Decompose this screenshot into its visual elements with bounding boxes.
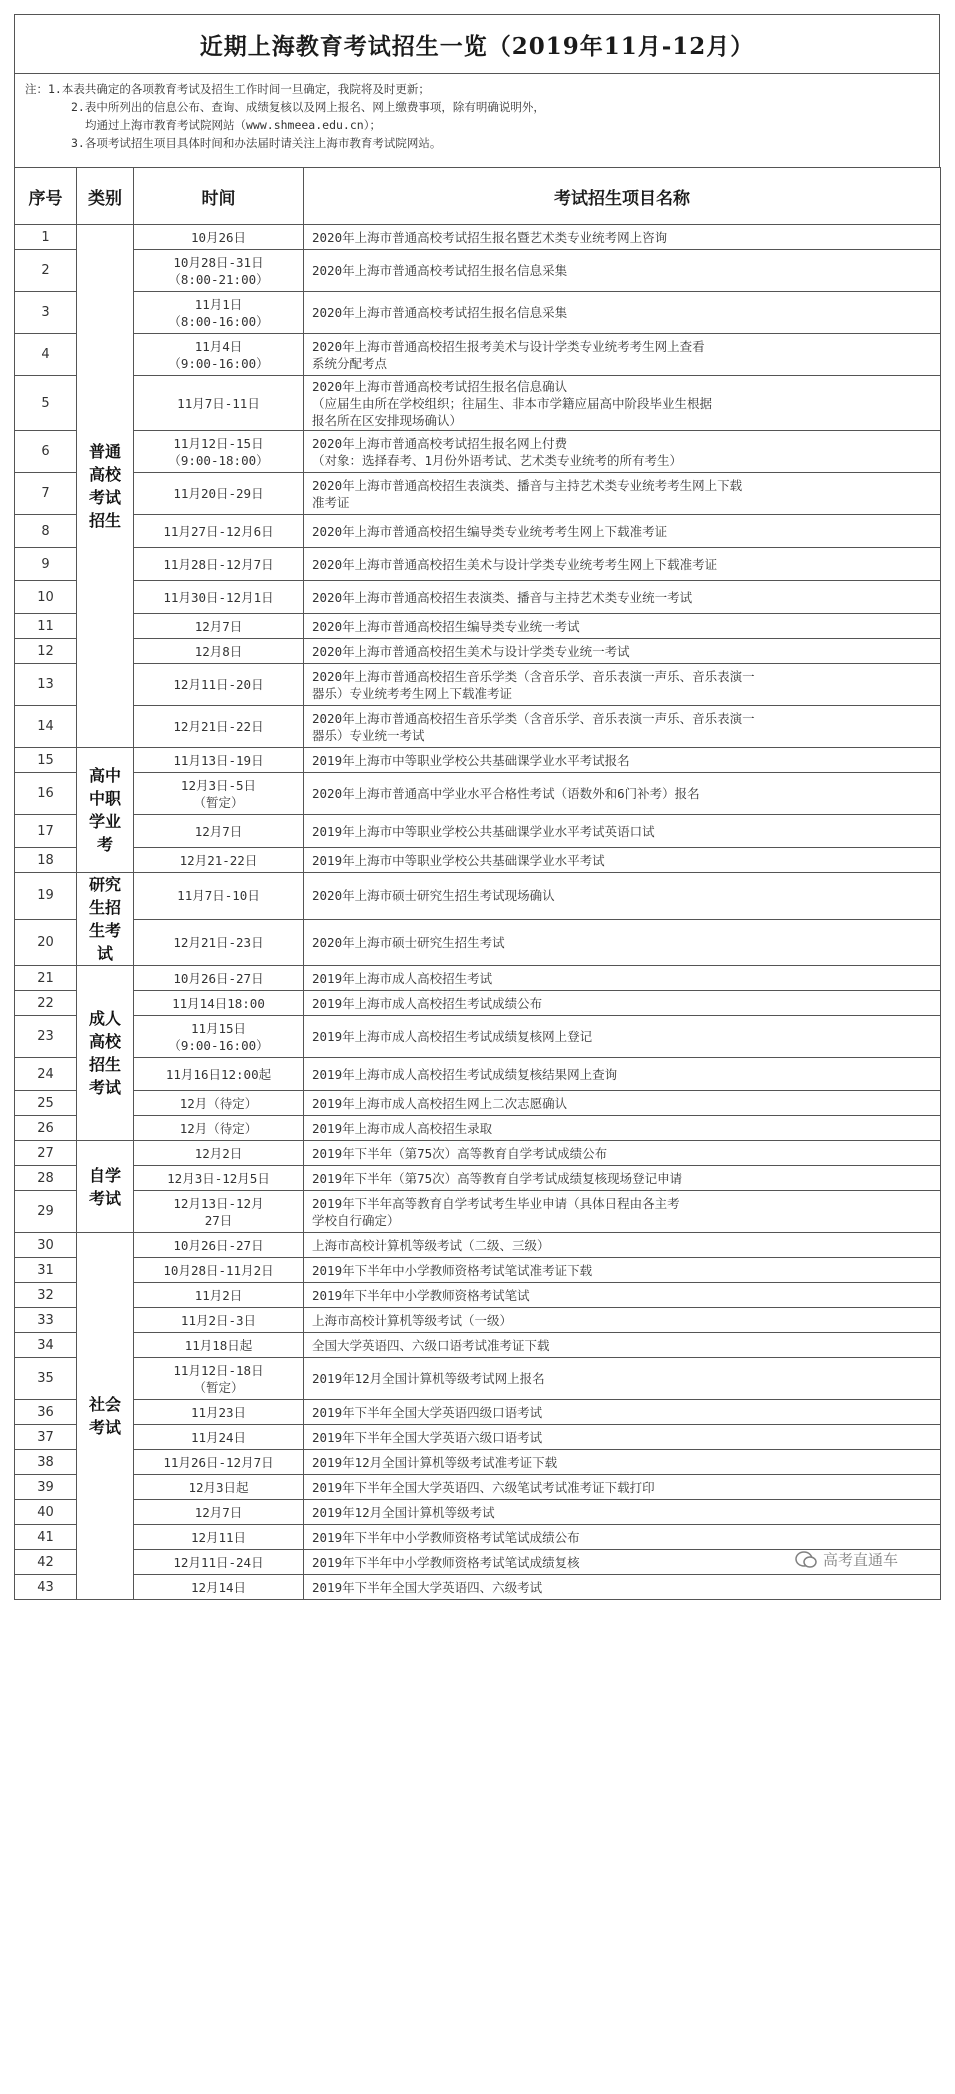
table-row <box>15 250 941 292</box>
schedule-table <box>14 167 941 1600</box>
time-cell: 10月28日-11月2日 <box>134 1258 304 1283</box>
time-cell: 11月1日 （8:00-16:00） <box>134 292 304 334</box>
row-number: 33 <box>15 1308 77 1333</box>
time-cell: 12月11日-24日 <box>134 1550 304 1575</box>
time-cell: 11月30日-12月1日 <box>134 581 304 614</box>
row-number: 26 <box>15 1116 77 1141</box>
item-name-cell: 2020年上海市普通高校招生美术与设计学类专业统考考生网上下载准考证 <box>304 548 941 581</box>
time-cell: 11月26日-12月7日 <box>134 1450 304 1475</box>
row-number: 28 <box>15 1166 77 1191</box>
row-number: 38 <box>15 1450 77 1475</box>
item-name-cell: 2020年上海市普通高校招生美术与设计学类专业统一考试 <box>304 639 941 664</box>
category-label: 成人高校招生考试 <box>88 1009 121 1097</box>
row-number: 16 <box>15 773 77 815</box>
category-label: 高中中职学业考 <box>88 766 121 854</box>
time-cell: 12月2日 <box>134 1141 304 1166</box>
table-row <box>15 1500 941 1525</box>
category-cell <box>77 1141 134 1233</box>
row-number: 12 <box>15 639 77 664</box>
time-cell: 12月11日 <box>134 1525 304 1550</box>
time-cell: 12月7日 <box>134 614 304 639</box>
header-item-name: 考试招生项目名称 <box>304 168 941 225</box>
time-cell: 12月7日 <box>134 1500 304 1525</box>
time-cell: 12月8日 <box>134 639 304 664</box>
item-name-cell: 2020年上海市普通高校考试招生报名信息采集 <box>304 292 941 334</box>
table-row <box>15 1358 941 1400</box>
row-number: 34 <box>15 1333 77 1358</box>
table-row <box>15 473 941 515</box>
row-number: 40 <box>15 1500 77 1525</box>
item-name-cell: 2019年上海市成人高校招生考试成绩复核网上登记 <box>304 1016 941 1058</box>
row-number: 3 <box>15 292 77 334</box>
row-number: 41 <box>15 1525 77 1550</box>
item-name-cell: 2019年下半年全国大学英语六级口语考试 <box>304 1425 941 1450</box>
table-row <box>15 748 941 773</box>
table-row <box>15 1091 941 1116</box>
table-row <box>15 991 941 1016</box>
table-row <box>15 1141 941 1166</box>
time-cell: 10月26日-27日 <box>134 1233 304 1258</box>
category-label: 社会考试 <box>88 1395 121 1437</box>
time-cell: 12月3日-12月5日 <box>134 1166 304 1191</box>
time-cell: 11月15日 （9:00-16:00） <box>134 1016 304 1058</box>
row-number: 32 <box>15 1283 77 1308</box>
table-row <box>15 614 941 639</box>
note-line: 注：1.本表共确定的各项教育考试及招生工作时间一旦确定，我院将及时更新； <box>25 82 430 96</box>
time-cell: 12月（待定） <box>134 1091 304 1116</box>
row-number: 31 <box>15 1258 77 1283</box>
row-number: 23 <box>15 1016 77 1058</box>
note-line: 均通过上海市教育考试院网站（www.shmeea.edu.cn）； <box>85 118 381 132</box>
table-row <box>15 664 941 706</box>
item-name-cell: 2020年上海市普通高校招生音乐学类（含音乐学、音乐表演一声乐、音乐表演一 器乐）专业统一考试 <box>304 706 941 748</box>
table-row <box>15 515 941 548</box>
item-name-cell: 2020年上海市普通高校考试招生报名信息确认 （应届生由所在学校组织；往届生、非本市学籍应届高中阶段毕业生根据 报名所在区安排现场确认） <box>304 376 941 431</box>
item-name-cell: 2020年上海市普通高中学业水平合格性考试（语数外和6门补考）报名 <box>304 773 941 815</box>
table-row <box>15 1116 941 1141</box>
time-cell: 11月18日起 <box>134 1333 304 1358</box>
table-row <box>15 1475 941 1500</box>
row-number: 5 <box>15 376 77 431</box>
page-title: 近期上海教育考试招生一览（2019年11月-12月） <box>14 14 940 73</box>
item-name-cell: 2019年上海市中等职业学校公共基础课学业水平考试英语口试 <box>304 815 941 848</box>
time-cell: 12月7日 <box>134 815 304 848</box>
row-number: 6 <box>15 431 77 473</box>
table-row <box>15 1191 941 1233</box>
row-number: 17 <box>15 815 77 848</box>
time-cell: 11月12日-18日 （暂定） <box>134 1358 304 1400</box>
row-number: 19 <box>15 873 77 920</box>
item-name-cell: 2020年上海市普通高校招生表演类、播音与主持艺术类专业统一考试 <box>304 581 941 614</box>
row-number: 21 <box>15 966 77 991</box>
category-label: 自学考试 <box>88 1165 121 1208</box>
header-time: 时间 <box>134 168 304 225</box>
table-row <box>15 773 941 815</box>
item-name-cell: 上海市高校计算机等级考试（一级） <box>304 1308 941 1333</box>
row-number: 29 <box>15 1191 77 1233</box>
row-number: 14 <box>15 706 77 748</box>
chat-bubble-icon <box>795 1550 817 1570</box>
row-number: 9 <box>15 548 77 581</box>
item-name-cell: 2020年上海市普通高校招生音乐学类（含音乐学、音乐表演一声乐、音乐表演一 器乐）专业统考考生网上下载准考证 <box>304 664 941 706</box>
row-number: 27 <box>15 1141 77 1166</box>
item-name-cell: 2019年上海市成人高校招生考试成绩公布 <box>304 991 941 1016</box>
watermark-text: 高考直通车 <box>822 1551 898 1569</box>
row-number: 35 <box>15 1358 77 1400</box>
table-row <box>15 1333 941 1358</box>
row-number: 13 <box>15 664 77 706</box>
table-row <box>15 1258 941 1283</box>
item-name-cell: 2019年下半年（第75次）高等教育自学考试成绩复核现场登记申请 <box>304 1166 941 1191</box>
row-number: 15 <box>15 748 77 773</box>
category-label: 研究生招生考试 <box>88 875 121 963</box>
table-row <box>15 1016 941 1058</box>
table-row <box>15 1450 941 1475</box>
time-cell: 11月12日-15日 （9:00-18:00） <box>134 431 304 473</box>
time-cell: 11月24日 <box>134 1425 304 1450</box>
table-row <box>15 1525 941 1550</box>
time-cell: 11月7日-11日 <box>134 376 304 431</box>
time-cell: 12月14日 <box>134 1575 304 1600</box>
item-name-cell: 2020年上海市普通高校考试招生报名网上付费 （对象：选择春考、1月份外语考试、艺术类专业统考的所有考生） <box>304 431 941 473</box>
time-cell: 11月7日-10日 <box>134 873 304 920</box>
table-row <box>15 1166 941 1191</box>
table-row <box>15 1400 941 1425</box>
item-name-cell: 2020年上海市普通高校招生表演类、播音与主持艺术类专业统考考生网上下载 准考证 <box>304 473 941 515</box>
item-name-cell: 上海市高校计算机等级考试（二级、三级） <box>304 1233 941 1258</box>
note-line: 3.各项考试招生项目具体时间和办法届时请关注上海市教育考试院网站。 <box>71 136 442 150</box>
item-name-cell: 2020年上海市硕士研究生招生考试现场确认 <box>304 873 941 920</box>
item-name-cell: 2020年上海市硕士研究生招生考试 <box>304 919 941 966</box>
category-cell <box>77 873 134 966</box>
row-number: 39 <box>15 1475 77 1500</box>
table-row <box>15 1233 941 1258</box>
time-cell: 10月28日-31日 （8:00-21:00） <box>134 250 304 292</box>
time-cell: 11月27日-12月6日 <box>134 515 304 548</box>
row-number: 22 <box>15 991 77 1016</box>
time-cell: 11月4日 （9:00-16:00） <box>134 334 304 376</box>
item-name-cell: 2019年下半年全国大学英语四、六级笔试考试准考证下载打印 <box>304 1475 941 1500</box>
item-name-cell: 2019年上海市成人高校招生考试 <box>304 966 941 991</box>
table-row <box>15 225 941 250</box>
time-cell: 10月26日-27日 <box>134 966 304 991</box>
table-row <box>15 1575 941 1600</box>
table-row <box>15 292 941 334</box>
row-number: 24 <box>15 1058 77 1091</box>
row-number: 2 <box>15 250 77 292</box>
item-name-cell: 2019年上海市成人高校招生考试成绩复核结果网上查询 <box>304 1058 941 1091</box>
item-name-cell: 2019年上海市中等职业学校公共基础课学业水平考试 <box>304 848 941 873</box>
row-number: 43 <box>15 1575 77 1600</box>
table-row <box>15 1308 941 1333</box>
table-row <box>15 1283 941 1308</box>
table-row <box>15 334 941 376</box>
time-cell: 11月13日-19日 <box>134 748 304 773</box>
row-number: 4 <box>15 334 77 376</box>
time-cell: 12月3日-5日 （暂定） <box>134 773 304 815</box>
item-name-cell: 2020年上海市普通高校招生编导类专业统一考试 <box>304 614 941 639</box>
time-cell: 12月3日起 <box>134 1475 304 1500</box>
item-name-cell: 2019年上海市成人高校招生录取 <box>304 1116 941 1141</box>
item-name-cell: 全国大学英语四、六级口语考试准考证下载 <box>304 1333 941 1358</box>
row-number: 1 <box>15 225 77 250</box>
category-cell <box>77 1233 134 1600</box>
row-number: 20 <box>15 919 77 966</box>
item-name-cell: 2019年12月全国计算机等级考试 <box>304 1500 941 1525</box>
table-row <box>15 548 941 581</box>
table-row <box>15 873 941 920</box>
item-name-cell: 2020年上海市普通高校考试招生报名暨艺术类专业统考网上咨询 <box>304 225 941 250</box>
item-name-cell: 2019年下半年（第75次）高等教育自学考试成绩公布 <box>304 1141 941 1166</box>
item-name-cell: 2019年上海市中等职业学校公共基础课学业水平考试报名 <box>304 748 941 773</box>
item-name-cell: 2020年上海市普通高校考试招生报名信息采集 <box>304 250 941 292</box>
note-line: 2.表中所列出的信息公布、查询、成绩复核以及网上报名、网上缴费事项，除有明确说明外， <box>71 100 545 114</box>
document-page <box>14 14 940 1600</box>
item-name-cell: 2019年12月全国计算机等级考试网上报名 <box>304 1358 941 1400</box>
table-row <box>15 1425 941 1450</box>
table-header-row <box>15 168 941 225</box>
watermark <box>795 1549 898 1570</box>
time-cell: 12月13日-12月 27日 <box>134 1191 304 1233</box>
time-cell: 11月20日-29日 <box>134 473 304 515</box>
time-cell: 11月2日-3日 <box>134 1308 304 1333</box>
table-row <box>15 581 941 614</box>
time-cell: 12月21日-23日 <box>134 919 304 966</box>
table-row <box>15 639 941 664</box>
row-number: 37 <box>15 1425 77 1450</box>
category-cell <box>77 748 134 873</box>
header-category: 类别 <box>77 168 134 225</box>
row-number: 10 <box>15 581 77 614</box>
item-name-cell: 2019年下半年全国大学英语四级口语考试 <box>304 1400 941 1425</box>
table-row <box>15 1058 941 1091</box>
category-cell <box>77 966 134 1141</box>
item-name-cell: 2019年12月全国计算机等级考试准考证下载 <box>304 1450 941 1475</box>
time-cell: 10月26日 <box>134 225 304 250</box>
header-no: 序号 <box>15 168 77 225</box>
item-name-cell: 2019年下半年中小学教师资格考试笔试成绩复核 <box>304 1550 941 1575</box>
row-number: 36 <box>15 1400 77 1425</box>
item-name-cell: 2019年下半年中小学教师资格考试笔试准考证下载 <box>304 1258 941 1283</box>
time-cell: 12月21-22日 <box>134 848 304 873</box>
table-row <box>15 706 941 748</box>
time-cell: 11月23日 <box>134 1400 304 1425</box>
row-number: 18 <box>15 848 77 873</box>
time-cell: 11月28日-12月7日 <box>134 548 304 581</box>
time-cell: 11月14日18:00 <box>134 991 304 1016</box>
row-number: 7 <box>15 473 77 515</box>
time-cell: 12月11日-20日 <box>134 664 304 706</box>
table-row <box>15 966 941 991</box>
time-cell: 11月16日12:00起 <box>134 1058 304 1091</box>
table-row <box>15 848 941 873</box>
row-number: 42 <box>15 1550 77 1575</box>
category-cell <box>77 225 134 748</box>
item-name-cell: 2019年下半年中小学教师资格考试笔试 <box>304 1283 941 1308</box>
item-name-cell: 2020年上海市普通高校招生编导类专业统考考生网上下载准考证 <box>304 515 941 548</box>
table-row <box>15 376 941 431</box>
row-number: 25 <box>15 1091 77 1116</box>
table-row <box>15 431 941 473</box>
category-label: 普通高校考试招生 <box>88 442 121 530</box>
time-cell: 12月21日-22日 <box>134 706 304 748</box>
time-cell: 11月2日 <box>134 1283 304 1308</box>
row-number: 30 <box>15 1233 77 1258</box>
item-name-cell: 2019年下半年全国大学英语四、六级考试 <box>304 1575 941 1600</box>
item-name-cell: 2019年下半年高等教育自学考试考生毕业申请（具体日程由各主考 学校自行确定） <box>304 1191 941 1233</box>
table-row <box>15 919 941 966</box>
item-name-cell: 2019年上海市成人高校招生网上二次志愿确认 <box>304 1091 941 1116</box>
item-name-cell: 2020年上海市普通高校招生报考美术与设计学类专业统考考生网上查看 系统分配考点 <box>304 334 941 376</box>
row-number: 8 <box>15 515 77 548</box>
time-cell: 12月（待定） <box>134 1116 304 1141</box>
row-number: 11 <box>15 614 77 639</box>
notes-block <box>14 73 940 167</box>
table-row <box>15 815 941 848</box>
item-name-cell: 2019年下半年中小学教师资格考试笔试成绩公布 <box>304 1525 941 1550</box>
